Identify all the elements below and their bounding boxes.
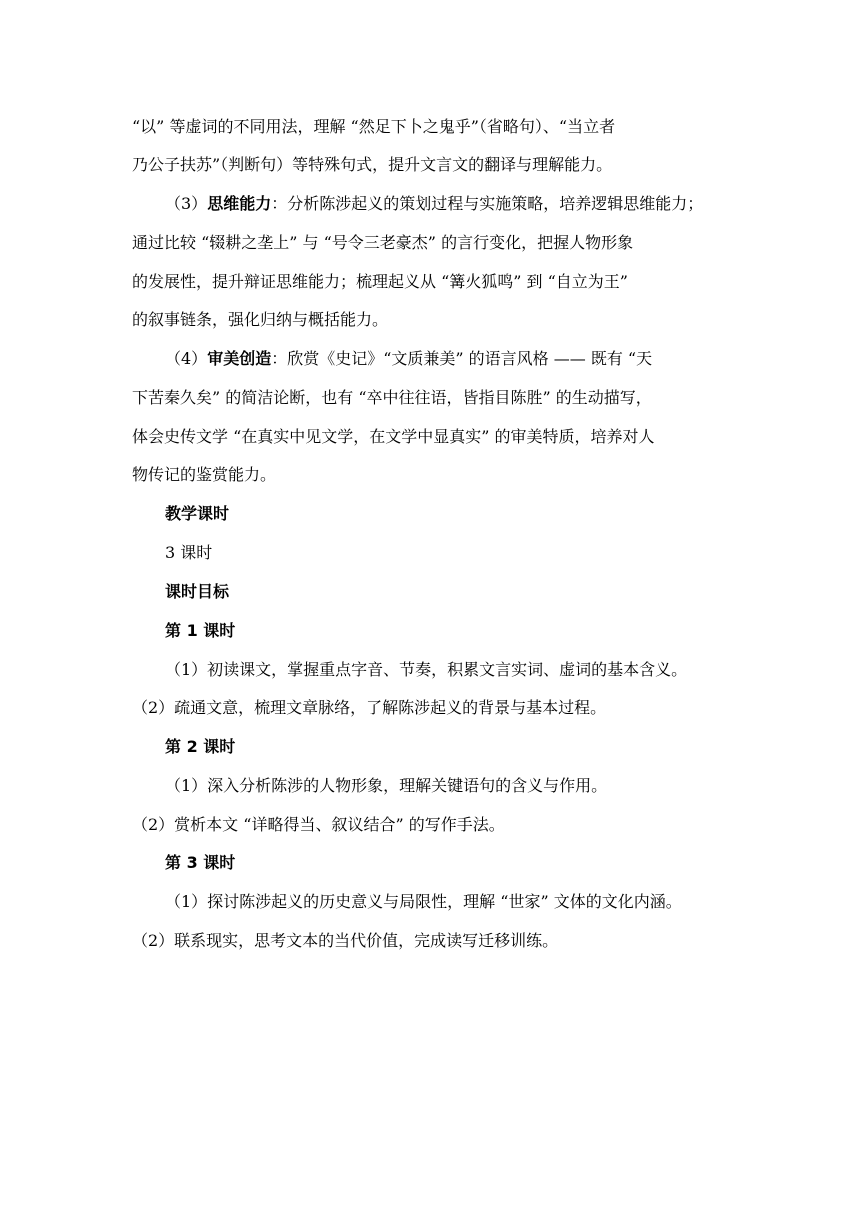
lesson-3-item-2: （2）联系现实，思考文本的当代价值，完成读写迁移训练。 <box>132 931 559 950</box>
lesson-2-item-2: （2）赏析本文 “详略得当、叙议结合” 的写作手法。 <box>132 815 505 834</box>
lesson-3-title: 第 3 课时 <box>165 853 236 872</box>
aesthetic-colon: ： <box>271 349 288 368</box>
thinking-paragraph-line-1 <box>165 194 703 214</box>
thinking-line-4: 的叙事链条，强化归纳与概括能力。 <box>132 310 389 329</box>
thinking-label: 思维能力 <box>207 194 272 213</box>
lesson-2-title: 第 2 课时 <box>165 737 236 756</box>
aesthetic-line-2: 下苦秦久矣” 的简洁论断，也有 “卒中往往语，皆指目陈胜” 的生动描写， <box>132 388 652 407</box>
thinking-number: （3） <box>165 194 208 213</box>
aesthetic-line-4: 物传记的鉴赏能力。 <box>132 465 277 484</box>
lesson-3-item-1: （1）探讨陈涉起义的历史意义与局限性，理解 “世家” 文体的文化内涵。 <box>165 892 682 911</box>
objectives-line-2: 乃公子扶苏”（判断句）等特殊句式，提升文言文的翻译与理解能力。 <box>132 155 613 174</box>
thinking-line-3: 的发展性，提升辩证思维能力；梳理起义从 “篝火狐鸣” 到 “自立为王” <box>132 272 628 291</box>
hours-value: 3 课时 <box>165 543 213 562</box>
thinking-line-2: 通过比较 “辍耕之垄上” 与 “号令三老豪杰” 的言行变化，把握人物形象 <box>132 233 634 252</box>
lesson-1-item-1: （1）初读课文，掌握重点字音、节奏，积累文言实词、虚词的基本含义。 <box>165 660 688 679</box>
objectives-line-1: “以” 等虚词的不同用法，理解 “然足下卜之鬼乎”（省略句）、“当立者 <box>132 117 616 136</box>
thinking-text: 分析陈涉起义的策划过程与实施策略，培养逻辑思维能力； <box>287 194 704 213</box>
hours-heading: 教学课时 <box>165 504 230 523</box>
aesthetic-paragraph-line-1 <box>165 349 652 369</box>
aesthetic-text: 欣赏《史记》“文质兼美” 的语言风格 —— 既有 “天 <box>287 349 653 368</box>
lesson-1-title: 第 1 课时 <box>165 621 236 640</box>
aesthetic-number: （4） <box>165 349 208 368</box>
thinking-colon: ： <box>271 194 288 213</box>
aesthetic-line-3: 体会史传文学 “在真实中见文学，在文学中显真实” 的审美特质，培养对人 <box>132 427 655 446</box>
aesthetic-label: 审美创造 <box>207 349 272 368</box>
lesson-1-item-2: （2）疏通文意，梳理文章脉络，了解陈涉起义的背景与基本过程。 <box>132 698 607 717</box>
goals-heading: 课时目标 <box>165 582 230 601</box>
lesson-2-item-1: （1）深入分析陈涉的人物形象，理解关键语句的含义与作用。 <box>165 776 608 795</box>
